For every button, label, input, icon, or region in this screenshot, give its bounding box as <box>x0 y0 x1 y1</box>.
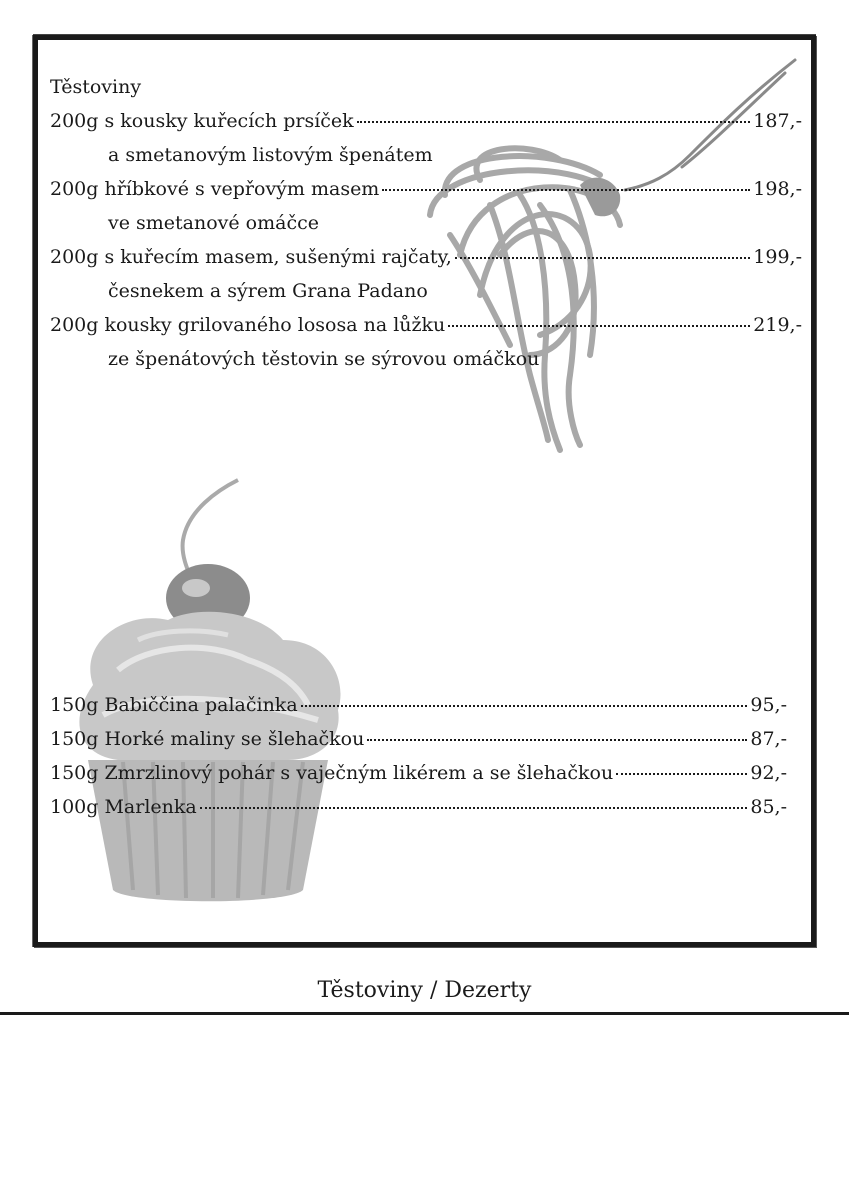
menu-item-description: ve smetanové omáčce <box>108 212 319 234</box>
menu-item-price: 187,- <box>753 110 802 132</box>
pasta-section <box>50 70 802 376</box>
menu-item-row <box>50 756 787 790</box>
menu-item-price: 92,- <box>750 762 787 784</box>
menu-item-row <box>50 172 802 206</box>
menu-item-row <box>50 240 802 274</box>
page-footer-title: Těstoviny / Dezerty <box>317 978 532 1003</box>
menu-item-row <box>50 308 802 342</box>
menu-item-name: 100g Marlenka <box>50 796 197 818</box>
menu-item-price: 95,- <box>750 694 787 716</box>
menu-item-price: 219,- <box>753 314 802 336</box>
menu-item-description: ze špenátových těstovin se sýrovou omáčkou <box>108 348 540 370</box>
footer-divider <box>0 1012 849 1015</box>
menu-item-name: 200g s kousky kuřecích prsíček <box>50 110 354 132</box>
dot-leader <box>382 189 750 191</box>
menu-item-name: 150g Horké maliny se šlehačkou <box>50 728 365 750</box>
menu-item-row <box>50 722 787 756</box>
dot-leader <box>301 705 748 707</box>
menu-item-name: 200g s kuřecím masem, sušenými rajčaty, <box>50 246 452 268</box>
menu-item-name: 200g kousky grilovaného lososa na lůžku <box>50 314 446 336</box>
menu-item-price: 87,- <box>750 728 787 750</box>
dot-leader <box>367 739 747 741</box>
menu-item-name: 150g Zmrzlinový pohár s vaječným likérem a se šlehačkou <box>50 762 614 784</box>
menu-item-row <box>50 688 787 722</box>
dot-leader <box>357 121 751 123</box>
dessert-section <box>50 688 787 824</box>
menu-item-price: 85,- <box>750 796 787 818</box>
dot-leader <box>455 257 750 259</box>
dot-leader <box>200 807 748 809</box>
dot-leader <box>448 325 750 327</box>
menu-item-row <box>50 790 787 824</box>
menu-item-price: 199,- <box>753 246 802 268</box>
menu-item-name: 150g Babiččina palačinka <box>50 694 298 716</box>
section-title: Těstoviny <box>50 76 142 98</box>
dot-leader <box>616 773 747 775</box>
menu-item-description: a smetanovým listovým špenátem <box>108 144 433 166</box>
menu-item-name: 200g hříbkové s vepřovým masem <box>50 178 380 200</box>
menu-item-price: 198,- <box>753 178 802 200</box>
menu-item-description: česnekem a sýrem Grana Padano <box>108 280 428 302</box>
menu-item-row <box>50 104 802 138</box>
